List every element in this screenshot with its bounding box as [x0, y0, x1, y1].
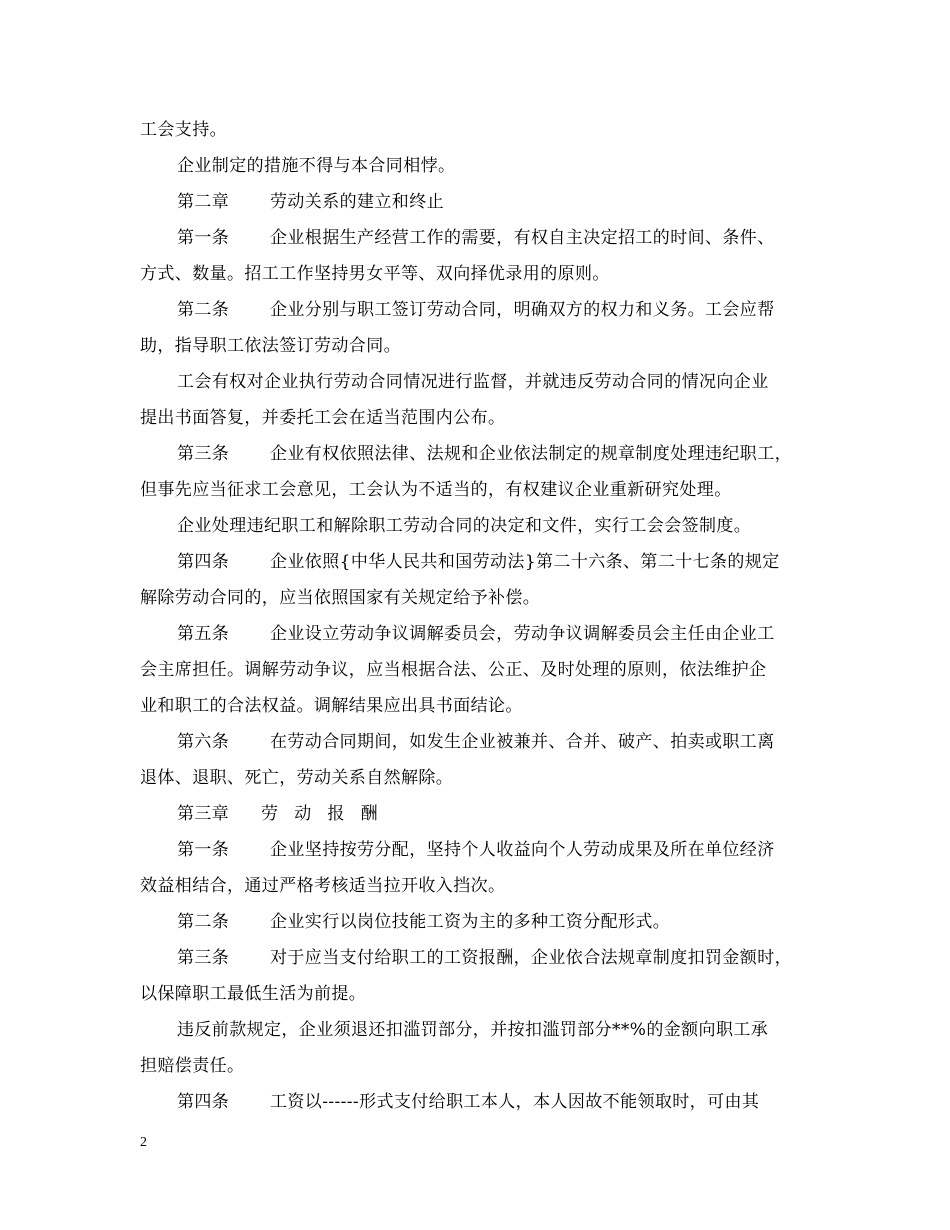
paragraph-line [140, 148, 830, 184]
line-text: 工会支持。 [140, 120, 227, 140]
article-line [140, 292, 830, 328]
line-text: 违反前款规定，企业须退还扣滥罚部分，并按扣滥罚部分**%的金额向职工承 [177, 1020, 769, 1040]
line-text: 方式、数量。招工工作坚持男女平等、双向择优录用的原则。 [140, 264, 610, 284]
line-text: 会主席担任。调解劳动争议，应当根据合法、公正、及时处理的原则，依法维护企 [140, 660, 767, 680]
chapter-label: 第二章 [177, 192, 230, 212]
article-label: 第六条 [177, 732, 230, 752]
article-label: 第三条 [177, 444, 230, 464]
line-text: 企业实行以岗位技能工资为主的多种工资分配形式。 [270, 912, 671, 932]
paragraph-line [140, 976, 830, 1012]
article-line [140, 940, 830, 976]
paragraph-line [140, 256, 830, 292]
article-line [140, 544, 830, 580]
paragraph-line [140, 652, 830, 688]
chapter-heading [140, 184, 830, 220]
line-text: 业和职工的合法权益。调解结果应出具书面结论。 [140, 696, 523, 716]
article-line [140, 904, 830, 940]
article-label: 第五条 [177, 624, 230, 644]
page-number: 2 [140, 1135, 147, 1150]
line-text: 企业制定的措施不得与本合同相悖。 [177, 156, 456, 176]
line-text: 工会有权对企业执行劳动合同情况进行监督，并就违反劳动合同的情况向企业 [177, 372, 769, 392]
article-line [140, 616, 830, 652]
chapter-title: 劳动关系的建立和终止 [270, 192, 444, 212]
line-text: 担赔偿责任。 [140, 1056, 245, 1076]
paragraph-line [140, 400, 830, 436]
line-text: 以保障职工最低生活为前提。 [140, 984, 367, 1004]
paragraph-line [140, 688, 830, 724]
line-text: 助，指导职工依法签订劳动合同。 [140, 336, 401, 356]
document-body [140, 112, 830, 1120]
article-label: 第二条 [177, 300, 230, 320]
line-text: 工资以------形式支付给职工本人，本人因故不能领取时，可由其 [270, 1092, 760, 1112]
chapter-heading [140, 796, 830, 832]
line-text: 在劳动合同期间，如发生企业被兼并、合并、破产、拍卖或职工离 [270, 732, 775, 752]
line-text: 对于应当支付给职工的工资报酬，企业依合法规章制度扣罚金额时， [270, 948, 792, 968]
article-line [140, 436, 830, 472]
paragraph-line [140, 1048, 830, 1084]
line-text: 企业分别与职工签订劳动合同，明确双方的权力和义务。工会应帮 [270, 300, 775, 320]
article-line [140, 1084, 830, 1120]
article-label: 第四条 [177, 552, 230, 572]
line-text: 效益相结合，通过严格考核适当拉开收入挡次。 [140, 876, 506, 896]
chapter-label: 第三章 [177, 804, 230, 824]
line-text: 企业设立劳动争议调解委员会，劳动争议调解委员会主任由企业工 [270, 624, 775, 644]
paragraph-line [140, 868, 830, 904]
paragraph-line [140, 760, 830, 796]
line-text: 企业处理违纪职工和解除职工劳动合同的决定和文件，实行工会会签制度。 [177, 516, 752, 536]
line-text: 但事先应当征求工会意见，工会认为不适当的，有权建议企业重新研究处理。 [140, 480, 732, 500]
paragraph-line [140, 580, 830, 616]
paragraph-line [140, 508, 830, 544]
article-line [140, 724, 830, 760]
article-label: 第一条 [177, 228, 230, 248]
article-label: 第四条 [177, 1092, 230, 1112]
chapter-title: 劳 动 报 酬 [261, 804, 379, 824]
article-label: 第三条 [177, 948, 230, 968]
line-text: 退体、退职、死亡，劳动关系自然解除。 [140, 768, 454, 788]
line-text: 企业有权依照法律、法规和企业依法制定的规章制度处理违纪职工， [270, 444, 792, 464]
paragraph-line [140, 1012, 830, 1048]
line-text: 企业坚持按劳分配，坚持个人收益向个人劳动成果及所在单位经济 [270, 840, 775, 860]
paragraph-line [140, 364, 830, 400]
article-line [140, 832, 830, 868]
paragraph-line [140, 328, 830, 364]
paragraph-line [140, 472, 830, 508]
line-text: 解除劳动合同的，应当依照国家有关规定给予补偿。 [140, 588, 541, 608]
paragraph-line [140, 112, 830, 148]
article-line [140, 220, 830, 256]
article-label: 第二条 [177, 912, 230, 932]
line-text: 企业依照{中华人民共和国劳动法}第二十六条、第二十七条的规定 [270, 552, 780, 572]
article-label: 第一条 [177, 840, 230, 860]
line-text: 提出书面答复，并委托工会在适当范围内公布。 [140, 408, 506, 428]
line-text: 企业根据生产经营工作的需要，有权自主决定招工的时间、条件、 [270, 228, 775, 248]
